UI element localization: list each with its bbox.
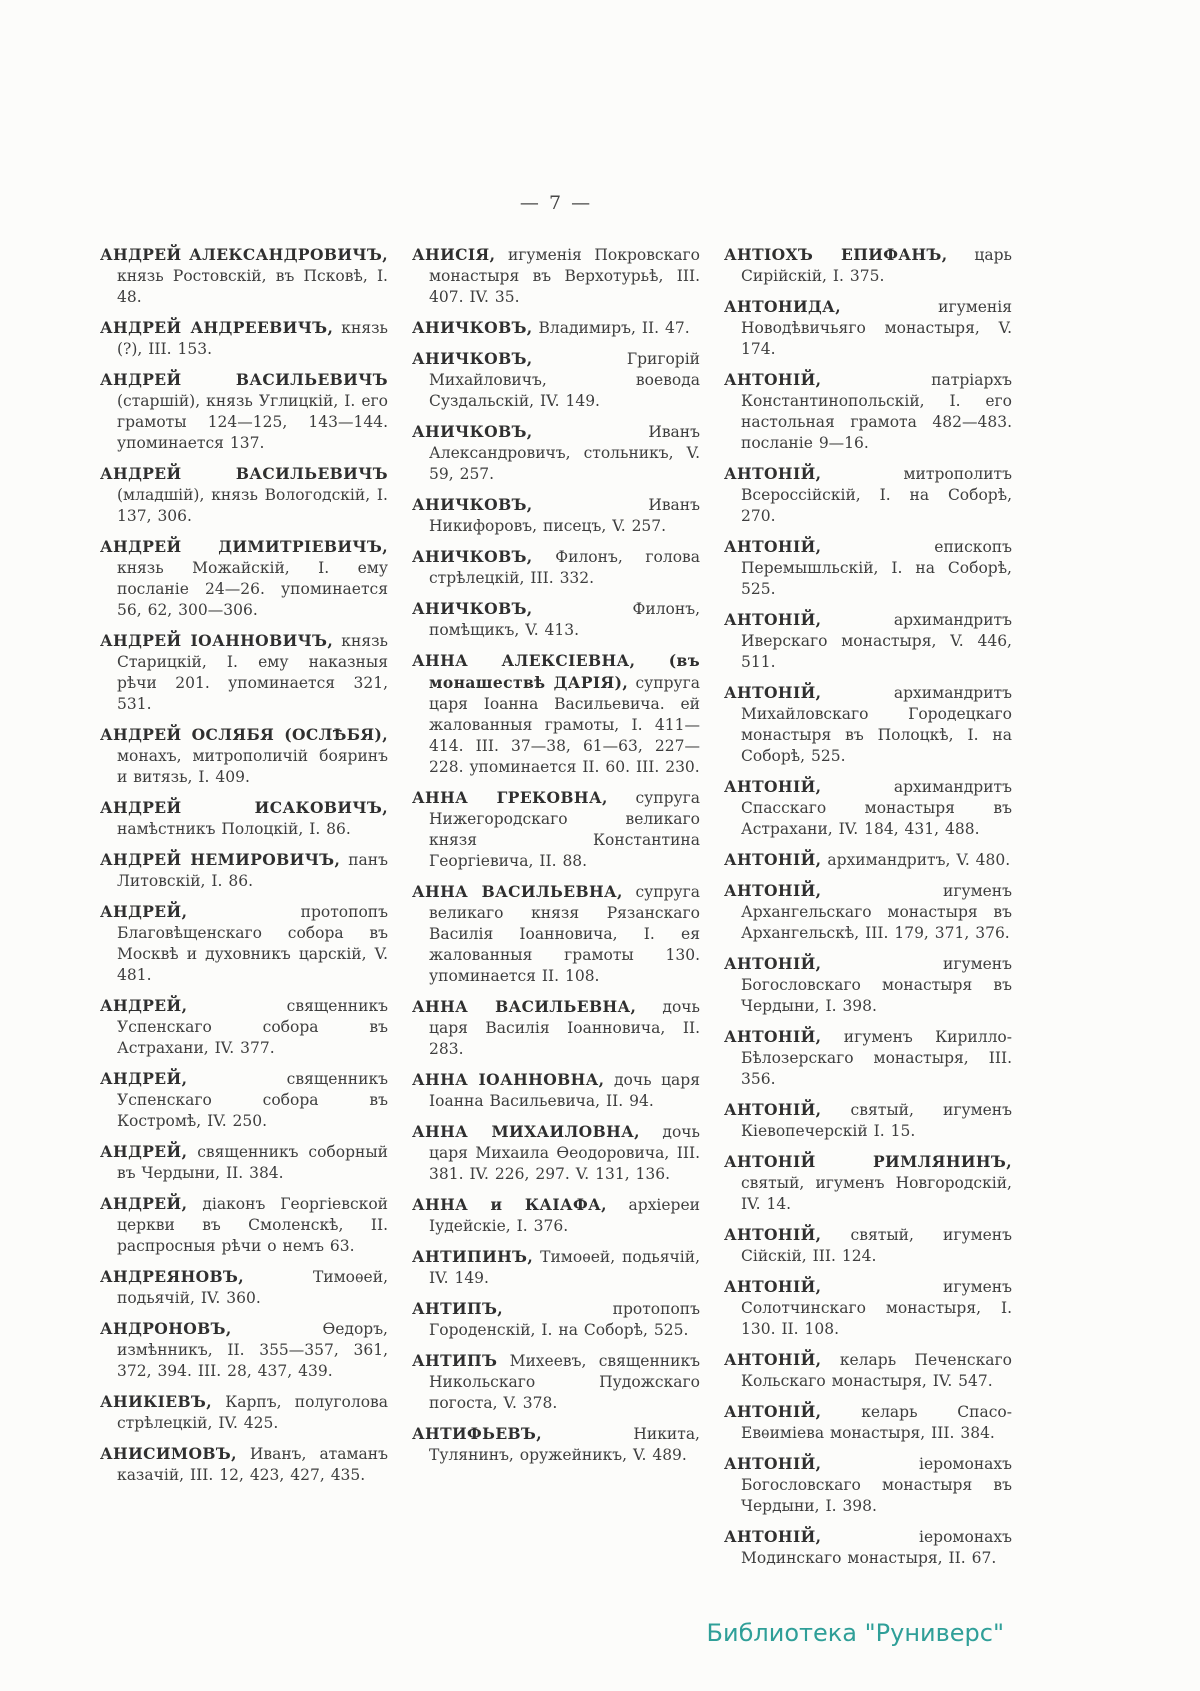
- index-entry: [412, 787, 700, 872]
- entry-name: АНТОНІЙ,: [724, 610, 822, 629]
- library-watermark: Библиотека "Руниверс": [706, 1619, 1004, 1647]
- entry-text: Иванъ Александровичъ, стольникъ, V. 59, 257.: [429, 423, 700, 483]
- index-entry: [100, 1141, 388, 1184]
- entry-text: Тимоѳей, подьячій, IV. 360.: [117, 1268, 388, 1307]
- entry-name: АНДРЕЙ,: [100, 1194, 188, 1213]
- entry-name: АНДРЕЙ,: [100, 1142, 188, 1161]
- entry-text: Михеевъ, священникъ Никольскаго Пудожскаго погоста, V. 378.: [429, 1352, 700, 1412]
- entry-text: игуменія Новодѣвичьяго монастыря, V. 174.: [741, 298, 1012, 358]
- index-entry: [412, 650, 700, 778]
- entry-name: АНИСИМОВЪ,: [100, 1444, 237, 1463]
- index-entry: [412, 996, 700, 1060]
- entry-text: Никита, Тулянинъ, оружейникъ, V. 489.: [429, 1425, 700, 1464]
- entry-name: АНТИПИНЪ,: [412, 1247, 534, 1266]
- entry-name: АНДРЕЙ ІОАННОВИЧЪ,: [100, 631, 334, 650]
- index-entry: [100, 1266, 388, 1309]
- index-entry: [412, 881, 700, 987]
- entry-name: АННА АЛЕКСІЕВНА, (въ монашествѣ ДАРІЯ),: [412, 651, 700, 692]
- entry-name: АНТОНІЙ РИМЛЯНИНЪ,: [724, 1152, 1012, 1171]
- entry-name: АНТОНІЙ,: [724, 1277, 822, 1296]
- entry-name: АНТИФЬЕВЪ,: [412, 1424, 543, 1443]
- index-entry: [100, 244, 388, 308]
- entry-text: Григорій Михайловичъ, воевода Суздальскій, IV. 149.: [429, 350, 700, 410]
- entry-name: АНДРЕЙ ДИМИТРІЕВИЧЪ,: [100, 537, 388, 556]
- entry-name: АНТОНІЙ,: [724, 683, 822, 702]
- index-entry: [724, 463, 1012, 527]
- entry-name: АНДРЕЙ,: [100, 996, 188, 1015]
- index-entry: [412, 244, 700, 308]
- entry-name: АНИКІЕВЪ,: [100, 1392, 213, 1411]
- entry-name: АНТІОХЪ ЕПИФАНЪ,: [724, 245, 948, 264]
- entry-name: АНТОНІЙ,: [724, 1225, 822, 1244]
- index-entry: [412, 598, 700, 641]
- entry-text: супруга Нижегородскаго великаго князя Константина Георгіевича, II. 88.: [429, 789, 701, 870]
- index-columns: [100, 244, 1012, 1578]
- entry-name: АНТИПЪ: [412, 1351, 498, 1370]
- entry-text: патріархъ Константинопольскій, I. его настольная грамота 482—483. посланіе 9—16.: [741, 371, 1012, 452]
- entry-text: князь Можайскій, I. ему посланіе 24—26. упоминается 56, 62, 300—306.: [117, 559, 388, 619]
- index-column-3: [724, 244, 1012, 1578]
- entry-text: Филонъ, помѣщикъ, V. 413.: [429, 600, 700, 639]
- entry-name: АНИЧКОВЪ,: [412, 349, 533, 368]
- entry-text: архимандритъ, V. 480.: [821, 851, 1011, 869]
- entry-text: архимандритъ Спасскаго монастыря въ Астрахани, IV. 184, 431, 488.: [741, 778, 1012, 838]
- index-entry: [412, 494, 700, 537]
- index-entry: [100, 849, 388, 892]
- index-entry: [100, 463, 388, 527]
- entry-text: супруга царя Іоанна Васильевича. ей жалованныя грамоты, I. 411—414. III. 37—38, 61—63, 227—228. упоминается II. 60. III. 230.: [429, 674, 701, 776]
- entry-name: АНИЧКОВЪ,: [412, 422, 533, 441]
- index-entry: [412, 1350, 700, 1414]
- index-entry: [100, 724, 388, 788]
- entry-text: архимандритъ Михайловскаго Городецкаго монастыря въ Полоцкѣ, I. на Соборѣ, 525.: [741, 684, 1012, 765]
- index-entry: [724, 369, 1012, 454]
- entry-text: игуменъ Кирилло-Бѣлозерскаго монастыря, III. 356.: [741, 1028, 1012, 1088]
- entry-name: АНДРЕЙ,: [100, 1069, 188, 1088]
- entry-name: АНДРОНОВЪ,: [100, 1319, 232, 1338]
- index-entry: [724, 244, 1012, 287]
- index-entry: [100, 995, 388, 1059]
- index-entry: [100, 369, 388, 454]
- entry-name: АНТОНІЙ,: [724, 881, 822, 900]
- entry-text: (младшій), князь Вологодскій, I. 137, 306.: [117, 486, 388, 525]
- entry-text: священникъ Успенскаго собора въ Костромѣ, IV. 250.: [117, 1070, 388, 1130]
- entry-text: Иванъ, атаманъ казачій, III. 12, 423, 427, 435.: [117, 1445, 388, 1484]
- entry-name: АНТОНІЙ,: [724, 777, 822, 796]
- index-entry: [412, 546, 700, 589]
- entry-text: дочь царя Михаила Ѳеодоровича, III. 381. IV. 226, 297. V. 131, 136.: [429, 1123, 700, 1183]
- index-entry: [412, 1423, 700, 1466]
- entry-name: АНДРЕЯНОВЪ,: [100, 1267, 245, 1286]
- entry-name: АНТОНІЙ,: [724, 1027, 822, 1046]
- book-page: [100, 192, 1012, 1578]
- entry-name: АННА ІОАННОВНА,: [412, 1070, 605, 1089]
- entry-name: АННА ГРЕКОВНА,: [412, 788, 608, 807]
- entry-name: АНИСІЯ,: [412, 245, 496, 264]
- entry-name: АНТОНІЙ,: [724, 1527, 822, 1546]
- entry-text: князь Старицкій, I. ему наказныя рѣчи 201. упоминается 321, 531.: [117, 632, 388, 713]
- index-entry: [100, 1318, 388, 1382]
- entry-text: священникъ соборный въ Чердыни, II. 384.: [117, 1143, 388, 1182]
- entry-name: АНДРЕЙ ИСАКОВИЧЪ,: [100, 798, 388, 817]
- entry-text: игуменъ Солотчинскаго монастыря, I. 130. II. 108.: [741, 1278, 1012, 1338]
- entry-name: АНИЧКОВЪ,: [412, 495, 533, 514]
- entry-name: АНТОНІЙ,: [724, 1402, 822, 1421]
- index-entry: [724, 536, 1012, 600]
- index-entry: [724, 953, 1012, 1017]
- entry-text: Филонъ, голова стрѣлецкій, III. 332.: [429, 548, 700, 587]
- index-entry: [412, 1246, 700, 1289]
- entry-text: (старшій), князь Углицкій, I. его грамоты 124—125, 143—144. упоминается 137.: [117, 392, 388, 452]
- entry-text: игуменъ Архангельскаго монастыря въ Архангельскѣ, III. 179, 371, 376.: [741, 882, 1012, 942]
- index-entry: [724, 1151, 1012, 1215]
- entry-text: святый, игуменъ Новгородскій, IV. 14.: [741, 1174, 1012, 1213]
- entry-text: царь Сирійскій, I. 375.: [741, 246, 1012, 285]
- index-column-1: [100, 244, 388, 1495]
- entry-text: Ѳедоръ, измѣнникъ, II. 355—357, 361, 372, 394. III. 28, 437, 439.: [117, 1320, 388, 1380]
- index-entry: [412, 1069, 700, 1112]
- index-entry: [724, 849, 1012, 871]
- index-column-2: [412, 244, 700, 1475]
- index-entry: [412, 421, 700, 485]
- entry-name: АНДРЕЙ,: [100, 902, 188, 921]
- entry-name: АНТОНІЙ,: [724, 370, 822, 389]
- index-entry: [100, 1068, 388, 1132]
- entry-text: игуменія Покровскаго монастыря въ Верхотурьѣ, III. 407. IV. 35.: [429, 246, 700, 306]
- entry-name: АНДРЕЙ АЛЕКСАНДРОВИЧЪ,: [100, 245, 388, 264]
- entry-name: АННА МИХАИЛОВНА,: [412, 1122, 640, 1141]
- entry-text: келарь Спасо-Евѳиміева монастыря, III. 384.: [741, 1403, 1012, 1442]
- index-entry: [724, 296, 1012, 360]
- entry-name: АНДРЕЙ НЕМИРОВИЧЪ,: [100, 850, 341, 869]
- entry-text: дочь царя Василія Іоанновича, II. 283.: [429, 998, 700, 1058]
- index-entry: [724, 1099, 1012, 1142]
- entry-text: епископъ Перемышльскій, I. на Соборѣ, 525.: [741, 538, 1012, 598]
- index-entry: [412, 1194, 700, 1237]
- index-entry: [412, 317, 700, 339]
- entry-text: панъ Литовскій, I. 86.: [117, 851, 388, 890]
- entry-text: монахъ, митрополичій бояринъ и витязь, I. 409.: [117, 747, 388, 786]
- index-entry: [100, 1443, 388, 1486]
- entry-name: АНТОНІЙ,: [724, 464, 822, 483]
- entry-text: діаконъ Георгіевской церкви въ Смоленскѣ, II. распросныя рѣчи о немъ 63.: [117, 1195, 388, 1255]
- entry-text: протопопъ Благовѣщенскаго собора въ Москвѣ и духовникъ царскій, V. 481.: [117, 903, 388, 984]
- entry-name: АНДРЕЙ ВАСИЛЬЕВИЧЪ: [100, 464, 388, 483]
- entry-text: игуменъ Богословскаго монастыря въ Чердыни, I. 398.: [741, 955, 1012, 1015]
- entry-text: супруга великаго князя Рязанскаго Василія Іоанновича, I. ея жалованныя грамоты 130. упоминается II. 108.: [429, 883, 700, 985]
- index-entry: [724, 1224, 1012, 1267]
- index-entry: [100, 1391, 388, 1434]
- index-entry: [412, 1121, 700, 1185]
- index-entry: [724, 776, 1012, 840]
- entry-name: АНТОНІЙ,: [724, 537, 822, 556]
- index-entry: [412, 348, 700, 412]
- entry-text: архіереи Іудейскіе, I. 376.: [429, 1196, 700, 1235]
- index-entry: [724, 609, 1012, 673]
- entry-text: князь Ростовскій, въ Псковѣ, I. 48.: [117, 267, 388, 306]
- entry-name: АНДРЕЙ ОСЛЯБЯ (ОСЛѢБЯ),: [100, 725, 388, 744]
- entry-text: Владимиръ, II. 47.: [532, 319, 690, 337]
- index-entry: [724, 1453, 1012, 1517]
- entry-name: АНТИПЪ,: [412, 1299, 504, 1318]
- entry-text: Карпъ, полуголова стрѣлецкій, IV. 425.: [117, 1393, 388, 1432]
- entry-name: АНТОНИДА,: [724, 297, 841, 316]
- entry-name: АНИЧКОВЪ,: [412, 318, 533, 337]
- entry-text: протопопъ Городенскій, I. на Соборѣ, 525.: [429, 1300, 700, 1339]
- entry-name: АНДРЕЙ ВАСИЛЬЕВИЧЪ: [100, 370, 388, 389]
- entry-name: АННА ВАСИЛЬЕВНА,: [412, 882, 623, 901]
- index-entry: [724, 1349, 1012, 1392]
- entry-text: священникъ Успенскаго собора въ Астрахани, IV. 377.: [117, 997, 388, 1057]
- entry-name: АНТОНІЙ,: [724, 954, 822, 973]
- entry-text: князь (?), III. 153.: [117, 319, 388, 358]
- entry-name: АНТОНІЙ,: [724, 1454, 822, 1473]
- index-entry: [724, 1526, 1012, 1569]
- index-entry: [724, 880, 1012, 944]
- index-entry: [724, 1026, 1012, 1090]
- entry-name: АНДРЕЙ АНДРЕЕВИЧЪ,: [100, 318, 334, 337]
- entry-name: АНТОНІЙ,: [724, 850, 822, 869]
- entry-text: дочь царя Іоанна Васильевича, II. 94.: [429, 1071, 700, 1110]
- entry-text: святый, игуменъ Кіевопечерскій I. 15.: [741, 1101, 1012, 1140]
- entry-text: Тимоѳей, подьячій, IV. 149.: [429, 1248, 700, 1287]
- index-entry: [100, 797, 388, 840]
- entry-text: іеромонахъ Модинскаго монастыря, II. 67.: [741, 1528, 1012, 1567]
- index-entry: [724, 682, 1012, 767]
- entry-text: архимандритъ Иверскаго монастыря, V. 446, 511.: [741, 611, 1012, 671]
- index-entry: [724, 1401, 1012, 1444]
- entry-text: келарь Печенскаго Кольскаго монастыря, IV. 547.: [741, 1351, 1012, 1390]
- index-entry: [100, 901, 388, 986]
- entry-text: іеромонахъ Богословскаго монастыря въ Чердыни, I. 398.: [741, 1455, 1012, 1515]
- index-entry: [412, 1298, 700, 1341]
- entry-text: намѣстникъ Полоцкій, I. 86.: [117, 820, 351, 838]
- entry-text: святый, игуменъ Сійскій, III. 124.: [741, 1226, 1012, 1265]
- index-entry: [724, 1276, 1012, 1340]
- entry-name: АННА и КАІАФА,: [412, 1195, 607, 1214]
- entry-name: АНТОНІЙ,: [724, 1350, 822, 1369]
- entry-name: АНИЧКОВЪ,: [412, 547, 533, 566]
- index-entry: [100, 536, 388, 621]
- page-number: — 7 —: [519, 192, 593, 214]
- entry-name: АНТОНІЙ,: [724, 1100, 822, 1119]
- index-entry: [100, 630, 388, 715]
- entry-text: Иванъ Никифоровъ, писецъ, V. 257.: [429, 496, 700, 535]
- entry-text: митрополитъ Всероссійскій, I. на Соборѣ, 270.: [741, 465, 1012, 525]
- entry-name: АННА ВАСИЛЬЕВНА,: [412, 997, 637, 1016]
- index-entry: [100, 1193, 388, 1257]
- index-entry: [100, 317, 388, 360]
- entry-name: АНИЧКОВЪ,: [412, 599, 533, 618]
